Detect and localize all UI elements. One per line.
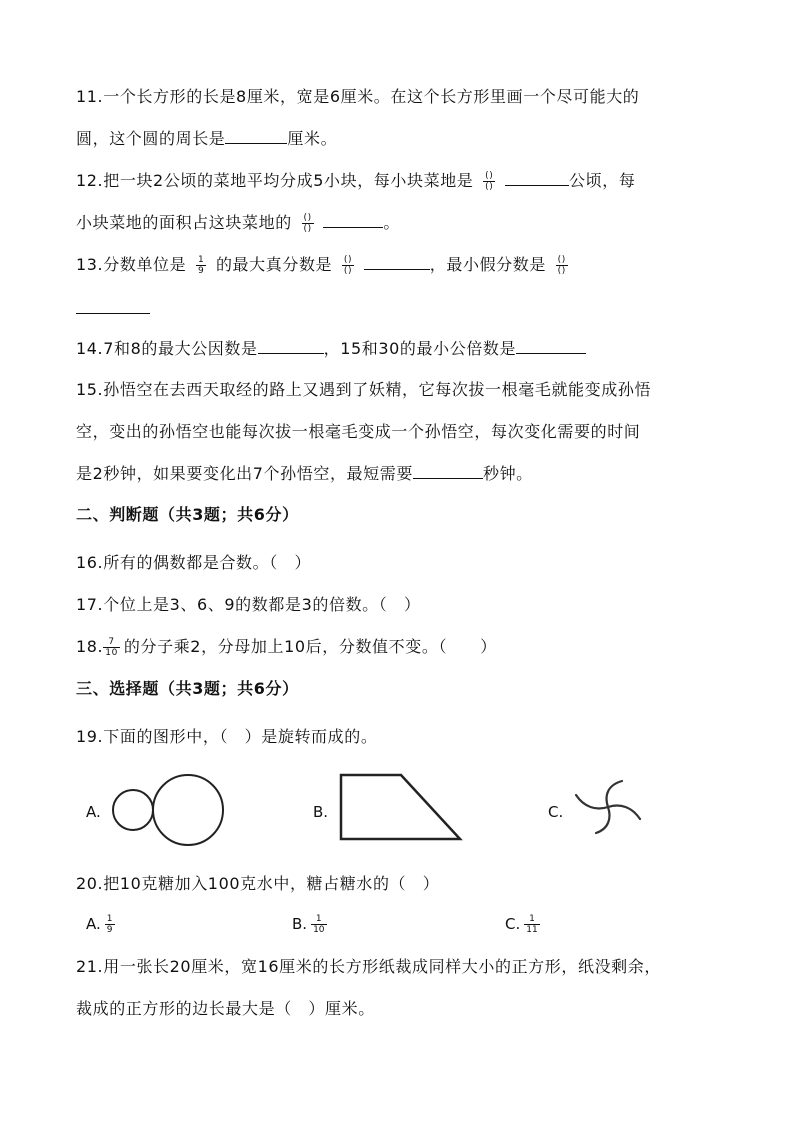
- question-13-text-3: ，最小假分数是: [429, 255, 546, 274]
- fraction-placeholder-12a: [483, 171, 495, 192]
- question-17: 17.个位上是3、6、9的数都是3的倍数。（ ）: [76, 595, 421, 614]
- trapezoid-figure: [336, 770, 466, 844]
- question-12-text-2: 小块菜地的面积占这块菜地的: [76, 213, 292, 232]
- question-13-line-2: [76, 298, 150, 320]
- fraction-placeholder-13a: [342, 255, 354, 276]
- option-label: C.: [505, 915, 521, 933]
- frac-num: 1: [315, 914, 322, 924]
- question-15-text-2: 空，变出的孙悟空也能每次拔一根毫毛变成一个孙悟空，每次变化需要的时间: [76, 422, 641, 441]
- question-11-line-2: [76, 128, 337, 150]
- question-13-line-1: [76, 254, 572, 276]
- option-19-a-label[interactable]: A.: [86, 803, 101, 821]
- question-11-unit: 厘米。: [287, 129, 338, 148]
- frac-den: 9: [106, 925, 113, 935]
- fraction-one-ninth: [196, 255, 206, 276]
- option-20-a[interactable]: [86, 914, 119, 935]
- frac-num: (): [485, 171, 494, 181]
- frac-den: 11: [526, 925, 538, 935]
- two-circles-figure: [108, 766, 228, 854]
- frac-num: 1: [197, 255, 205, 265]
- frac-den: (): [303, 224, 312, 234]
- answer-blank-13a[interactable]: [364, 254, 430, 270]
- question-20: 20.把10克糖加入100克水中，糖占糖水的（ ）: [76, 874, 440, 893]
- frac-num: (): [303, 213, 312, 223]
- question-21-line-2: 裁成的正方形的边长最大是（ ）厘米。: [76, 999, 375, 1018]
- frac-den: 9: [197, 266, 205, 276]
- answer-blank-14b[interactable]: [516, 338, 586, 354]
- option-fraction: [524, 914, 539, 935]
- option-fraction: [105, 914, 115, 935]
- question-14-text: 14.7和8的最大公因数是: [76, 339, 258, 358]
- question-15-line-1: [76, 379, 651, 401]
- frac-num: 1: [529, 914, 535, 924]
- answer-blank-14a[interactable]: [258, 338, 324, 354]
- question-15-text: 15.孙悟空在去西天取经的路上又遇到了妖精，它每次拔一根毫毛就能变成孙悟: [76, 380, 652, 399]
- answer-blank-12a[interactable]: [505, 170, 569, 186]
- answer-blank-13b[interactable]: [76, 298, 150, 314]
- frac-num: (): [557, 255, 566, 265]
- option-label: B.: [292, 915, 308, 933]
- question-16: 16.所有的偶数都是合数。（ ）: [76, 553, 312, 572]
- question-13-text: 13.分数单位是: [76, 255, 187, 274]
- question-12-line-2: [76, 212, 400, 234]
- fraction-seven-tenths: [103, 637, 120, 658]
- frac-num: (): [343, 255, 353, 265]
- question-21-line-1: 21.用一张长20厘米，宽16厘米的长方形纸裁成同样大小的正方形，纸没剩余，: [76, 957, 661, 976]
- frac-num: 1: [106, 914, 113, 924]
- frac-den: (): [557, 266, 566, 276]
- question-11-text-2: 圆，这个圆的周长是: [76, 129, 226, 148]
- question-19: 19.下面的图形中，（ ）是旋转而成的。: [76, 727, 378, 746]
- frac-den: (): [485, 182, 494, 192]
- section-heading-judgement: 二、判断题（共3题；共6分）: [76, 505, 299, 524]
- option-20-b[interactable]: [292, 914, 331, 935]
- option-20-c[interactable]: [505, 914, 544, 935]
- fraction-placeholder-12b: [302, 213, 314, 234]
- frac-den: (): [343, 266, 353, 276]
- question-15-line-3: [76, 463, 533, 485]
- question-15-unit: 秒钟。: [482, 464, 533, 483]
- question-14-text-2: ，15和30的最小公倍数是: [323, 339, 517, 358]
- question-14: [76, 338, 586, 360]
- option-19-c-label[interactable]: C.: [548, 803, 564, 821]
- frac-den: 10: [313, 925, 325, 935]
- question-12-line-1: [76, 170, 635, 192]
- option-19-b-label[interactable]: B.: [313, 803, 329, 821]
- question-12-unit: 公顷，每: [569, 171, 636, 190]
- section-heading-choice: 三、选择题（共3题；共6分）: [76, 679, 299, 698]
- fraction-placeholder-13b: [556, 255, 568, 276]
- question-12-end: 。: [383, 213, 401, 232]
- question-12-text: 12.把一块2公顷的菜地平均分成5小块，每小块菜地是: [76, 171, 474, 190]
- pinwheel-figure: [570, 775, 650, 839]
- answer-blank-15[interactable]: [413, 463, 483, 479]
- question-15-text-3: 是2秒钟，如果要变化出7个孙悟空，最短需要: [76, 464, 413, 483]
- question-13-text-2: 的最大真分数是: [215, 255, 333, 274]
- question-18-text: 的分子乘2，分母加上10后，分数值不变。（ ）: [123, 637, 497, 656]
- frac-den: 10: [105, 648, 118, 658]
- frac-num: 7: [108, 637, 115, 647]
- question-11-text: 11.一个长方形的长是8厘米，宽是6厘米。在这个长方形里画一个尽可能大的: [76, 87, 640, 106]
- option-fraction: [311, 914, 326, 935]
- option-label: A.: [86, 915, 101, 933]
- question-15-line-2: [76, 421, 640, 443]
- question-11-line-1: [76, 86, 639, 108]
- answer-blank-11[interactable]: [225, 128, 287, 144]
- question-18: [76, 636, 497, 658]
- answer-blank-12b[interactable]: [323, 212, 383, 228]
- question-18-number: 18.: [76, 637, 104, 656]
